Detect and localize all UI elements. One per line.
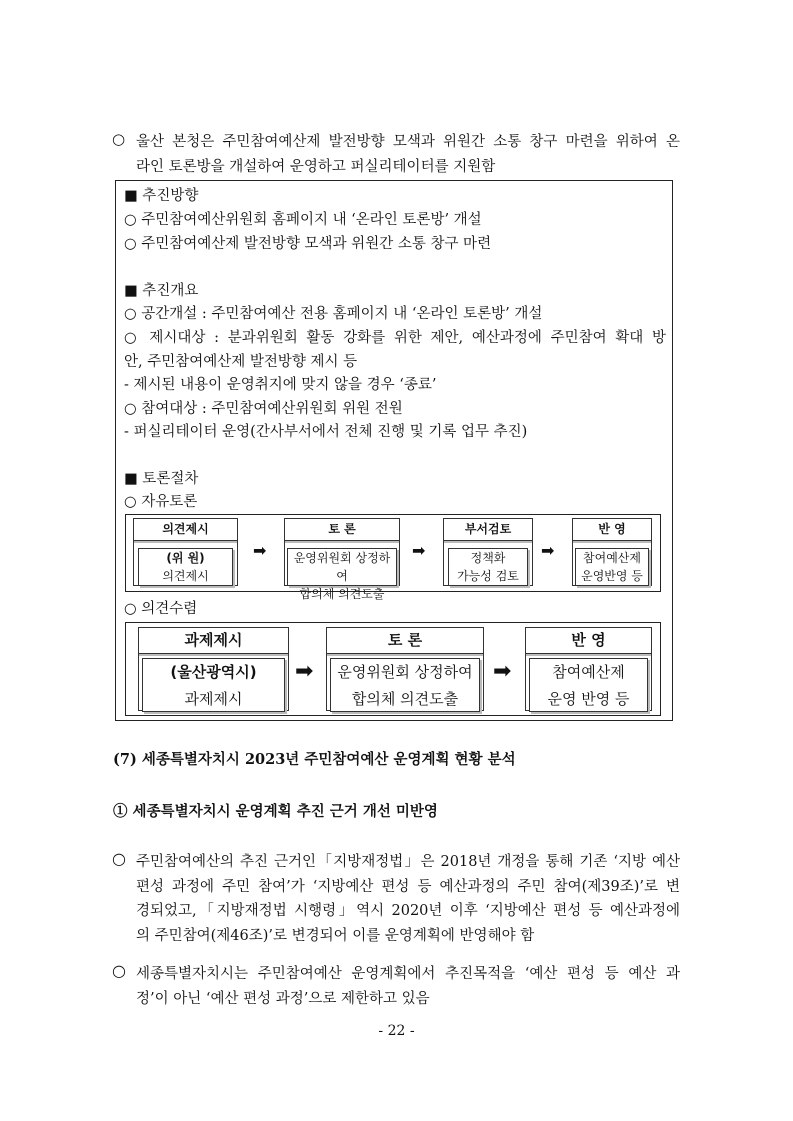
flow1-step-2-body-line1: 운영위원회 상정하여 bbox=[293, 551, 391, 583]
flow2-step-2-body bbox=[330, 658, 480, 712]
flow2-step-2-body-line2: 합의체 의견도출 bbox=[351, 690, 459, 708]
overview-item-3: - 제시된 내용이 운영취지에 맞지 않을 경우 ‘종료’ bbox=[124, 377, 437, 393]
p1-line-3: 경되었고,「지방재정법 시행령」역시 2020년 이후 ‘지방예산 편성 등 예산과정에 bbox=[136, 903, 680, 919]
overview-title: ■ 추진개요 bbox=[124, 283, 199, 299]
flow1-step-1 bbox=[133, 518, 238, 586]
flow2-step-1-head: 과제제시 bbox=[139, 628, 288, 654]
direction-item-1: ○ 주민참여예산위원회 홈페이지 내 ‘온라인 토론방’ 개설 bbox=[124, 212, 482, 228]
flow2-step-3-body bbox=[529, 658, 648, 712]
flow2-arrow-2: ➡ bbox=[493, 659, 512, 684]
procedure-free-discussion: ○ 자유토론 bbox=[124, 494, 198, 510]
flow2-step-3-body-line2: 운영 반영 등 bbox=[547, 690, 630, 708]
flow2-step-3 bbox=[525, 627, 652, 711]
procedure-title: ■ 토론절차 bbox=[124, 471, 199, 487]
overview-item-1: ○ 공간개설 : 주민참여예산 전용 홈페이지 내 ‘온라인 토론방’ 개설 bbox=[124, 306, 543, 322]
flow2-arrow-1: ➡ bbox=[295, 659, 314, 684]
intro-line-1: 울산 본청은 주민참여예산제 발전방향 모색과 위원간 소통 창구 마련을 위하여 온 bbox=[136, 134, 680, 150]
flow1-step-2 bbox=[284, 518, 400, 601]
flow1-step-1-body-line2: 의견제시 bbox=[162, 569, 209, 583]
flow2-step-2-head: 토 론 bbox=[327, 628, 483, 654]
section-heading-7: (7) 세종특별자치시 2023년 주민참여예산 운영계획 현황 분석 bbox=[113, 751, 516, 768]
flow1-step-1-body bbox=[138, 548, 233, 586]
p2-line-2: 정’이 아닌 ‘예산 편성 과정’으로 제한하고 있음 bbox=[136, 991, 430, 1007]
direction-item-2: ○ 주민참여예산제 발전방향 모색과 위원간 소통 창구 마련 bbox=[124, 236, 492, 252]
flow1-step-3-head: 부서검토 bbox=[444, 519, 532, 541]
flow2-step-3-head: 반 영 bbox=[526, 628, 651, 654]
flow2-step-1 bbox=[138, 627, 289, 711]
flow1-step-1-body-line1: (위 원) bbox=[166, 551, 205, 565]
flow2-step-2 bbox=[326, 627, 484, 711]
flow1-step-3-body-line1: 정책화 bbox=[470, 551, 506, 565]
page-number: - 22 - bbox=[378, 1023, 415, 1039]
overview-item-5: - 퍼실리테이터 운영(간사부서에서 전체 진행 및 기록 업무 추진) bbox=[124, 424, 528, 440]
p1-line-1: 주민참여예산의 추진 근거인「지방재정법」은 2018년 개정을 통해 기존 ‘지방 예산 bbox=[136, 854, 680, 870]
flow1-step-1-head: 의견제시 bbox=[134, 519, 237, 541]
p1-line-2: 편성 과정에 주민 참여’가 ‘지방예산 편성 등 예산과정의 주민 참여(제39조)’로 변 bbox=[136, 879, 681, 895]
flow1-step-3-body-line2: 가능성 검토 bbox=[457, 569, 519, 583]
flow1-step-4-body-line2: 운영반영 등 bbox=[581, 569, 643, 583]
subsection-heading-1: ① 세종특별자치시 운영계획 추진 근거 개선 미반영 bbox=[113, 803, 438, 820]
flow2-step-1-body bbox=[142, 658, 285, 712]
p1-line-4: 의 주민참여(제46조)’로 변경되어 이를 운영계획에 반영해야 함 bbox=[136, 928, 535, 944]
p1-bullet: ○ bbox=[112, 849, 126, 868]
overview-item-2-cont: 안, 주민참여예산제 발전방향 제시 등 bbox=[124, 354, 358, 370]
flow1-step-3 bbox=[443, 518, 533, 586]
p2-bullet: ○ bbox=[112, 961, 126, 980]
flow1-step-3-body bbox=[448, 548, 528, 586]
free-discussion-flow bbox=[125, 514, 661, 601]
flow1-step-2-body bbox=[287, 548, 397, 601]
intro-line-2: 라인 토론방을 개설하여 운영하고 퍼실리테이터를 지원함 bbox=[136, 159, 496, 175]
flow2-step-3-body-line1: 참여예산제 bbox=[552, 663, 625, 681]
flow2-step-2-body-line1: 운영위원회 상정하여 bbox=[337, 663, 473, 681]
flow1-step-2-body-line2: 합의체 의견도출 bbox=[299, 587, 385, 601]
flow1-step-4-body-line1: 참여예산제 bbox=[583, 551, 641, 565]
direction-title: ■ 추진방향 bbox=[124, 188, 199, 204]
flow1-step-4 bbox=[572, 518, 652, 586]
flow2-step-1-body-line1: (울산광역시) bbox=[170, 663, 257, 681]
flow1-step-4-head: 반 영 bbox=[573, 519, 651, 541]
intro-bullet: ○ bbox=[112, 130, 126, 148]
flow2-step-1-body-line2: 과제제시 bbox=[184, 690, 243, 708]
overview-item-2: ○ 제시대상 : 분과위원회 활동 강화를 위한 제안, 예산과정에 주민참여 확대 방 bbox=[124, 330, 666, 346]
flow1-arrow-1: ➡ bbox=[253, 541, 267, 560]
overview-item-4: ○ 참여대상 : 주민참여예산위원회 위원 전원 bbox=[124, 401, 403, 417]
opinion-collection-flow bbox=[125, 622, 661, 716]
flow1-step-2-head: 토 론 bbox=[285, 519, 399, 541]
procedure-opinion-collection: ○ 의견수렴 bbox=[124, 601, 198, 617]
flow1-arrow-3: ➡ bbox=[541, 541, 555, 560]
flow1-arrow-2: ➡ bbox=[412, 541, 426, 560]
flow1-step-4-body bbox=[575, 548, 649, 586]
p2-line-1: 세종특별자치시는 주민참여예산 운영계획에서 추진목적을 ‘예산 편성 등 예산 과 bbox=[136, 966, 680, 982]
